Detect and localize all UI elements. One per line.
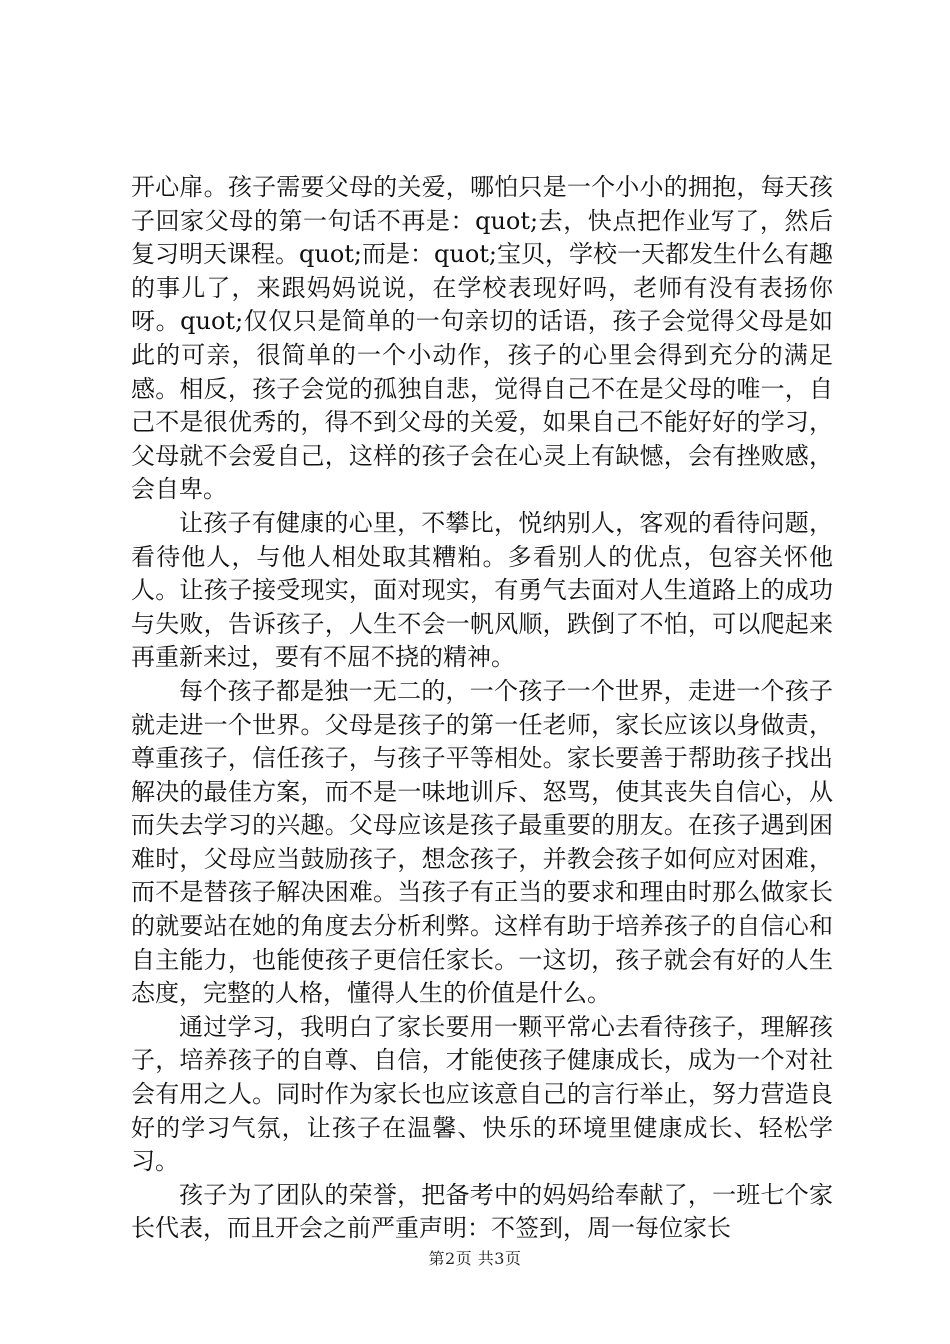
paragraph-1: 开心扉。孩子需要父母的关爱，哪怕只是一个小小的拥抱，每天孩子回家父母的第一句话不再是：quot;去，快点把作业写了，然后复习明天课程。quot;而是：quot;宝贝，学校一天都发生什么有趣的事儿了，来跟妈妈说说，在学校表现好吗，老师有没有表扬你呀。quot;仅仅只是简单的一句亲切的话语，孩子会觉得父母是如此的可亲，很简单的一个小动作，孩子的心里会得到充分的满足感。相反，孩子会觉的孤独自悲，觉得自己不在是父母的唯一，自己不是很优秀的，得不到父母的关爱，如果自己不能好好的学习，父母就不会爱自己，这样的孩子会在心灵上有缺憾，会有挫败感，会自卑。 — [131, 173, 833, 504]
paragraph-2: 让孩子有健康的心里，不攀比，悦纳别人，客观的看待问题，看待他人，与他人相处取其糟粕。多看别人的优点，包容关怀他人。让孩子接受现实，面对现实，有勇气去面对人生道路上的成功与失败，告诉孩子，人生不会一帆风顺，跌倒了不怕，可以爬起来再重新来过，要有不屈不挠的精神。 — [131, 508, 833, 672]
paragraph-5: 孩子为了团队的荣誉，把备考中的妈妈给奉献了，一班七个家长代表，而且开会之前严重声明：不签到，周一每位家长 — [131, 1180, 833, 1243]
paragraph-3: 每个孩子都是独一无二的，一个孩子一个世界，走进一个孩子就走进一个世界。父母是孩子的第一任老师，家长应该以身做责，尊重孩子，信任孩子，与孩子平等相处。家长要善于帮助孩子找出解决的最佳方案，而不是一味地训斥、怒骂，使其丧失自信心，从而失去学习的兴趣。父母应该是孩子最重要的朋友。在孩子遇到困难时，父母应当鼓励孩子，想念孩子，并教会孩子如何应对困难，而不是替孩子解决困难。当孩子有正当的要求和理由时那么做家长的就要站在她的角度去分析利弊。这样有助于培养孩子的自信心和自主能力，也能使孩子更信任家长。一这切，孩子就会有好的人生态度，完整的人格，懂得人生的价值是什么。 — [131, 676, 833, 1008]
page-footer: 第2页 共3页 — [428, 1249, 522, 1268]
document-body — [131, 171, 833, 1246]
paragraph-4: 通过学习，我明白了家长要用一颗平常心去看待孩子，理解孩子，培养孩子的自尊、自信，才能使孩子健康成长，成为一个对社会有用之人。同时作为家长也应该意自己的言行举止，努力营造良好的学习气氛，让孩子在温馨、快乐的环境里健康成长、轻松学习。 — [131, 1012, 833, 1176]
